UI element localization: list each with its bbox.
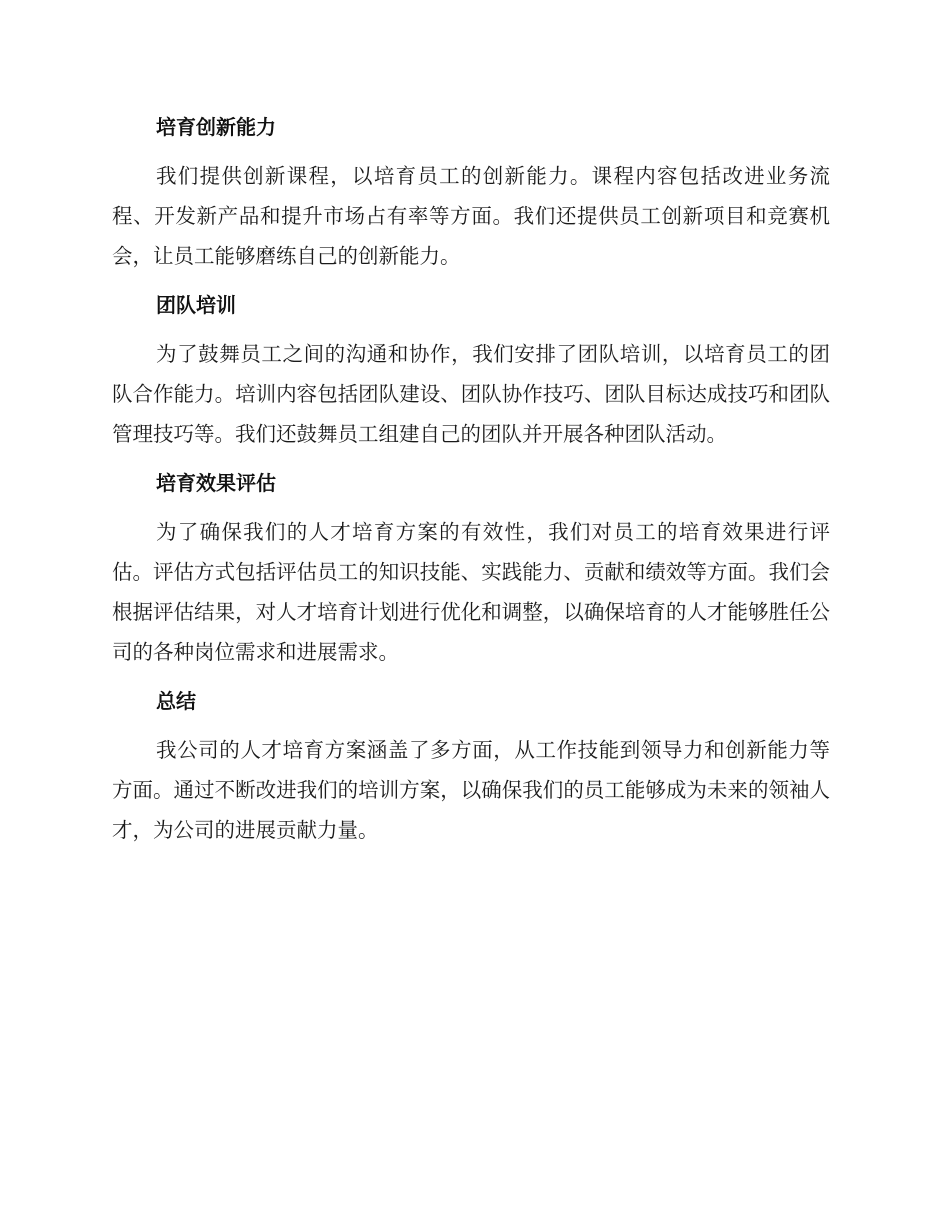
section-paragraph: 为了确保我们的人才培育方案的有效性，我们对员工的培育效果进行评估。评估方式包括评估员工的知识技能、实践能力、贡献和绩效等方面。我们会根据评估结果，对人才培育计划进行优化和调整，以确保培育的人才能够胜任公司的各种岗位需求和进展需求。 [112, 520, 830, 664]
section-paragraph: 为了鼓舞员工之间的沟通和协作，我们安排了团队培训，以培育员工的团队合作能力。培训内容包括团队建设、团队协作技巧、团队目标达成技巧和团队管理技巧等。我们还鼓舞员工组建自己的团队并开展各种团队活动。 [112, 342, 830, 446]
section-evaluation [112, 466, 830, 684]
section-summary [112, 684, 830, 850]
section-heading: 团队培训 [156, 293, 236, 317]
section-heading: 培育效果评估 [156, 471, 276, 495]
section-paragraph: 我公司的人才培育方案涵盖了多方面，从工作技能到领导力和创新能力等方面。通过不断改进我们的培训方案，以确保我们的员工能够成为未来的领袖人才，为公司的进展贡献力量。 [112, 738, 830, 842]
section-heading: 培育创新能力 [156, 115, 276, 139]
section-innovation [112, 110, 830, 288]
section-heading: 总结 [156, 689, 196, 713]
document-page [112, 110, 830, 850]
section-paragraph: 我们提供创新课程，以培育员工的创新能力。课程内容包括改进业务流程、开发新产品和提升市场占有率等方面。我们还提供员工创新项目和竞赛机会，让员工能够磨练自己的创新能力。 [112, 164, 830, 268]
section-team-training [112, 288, 830, 466]
